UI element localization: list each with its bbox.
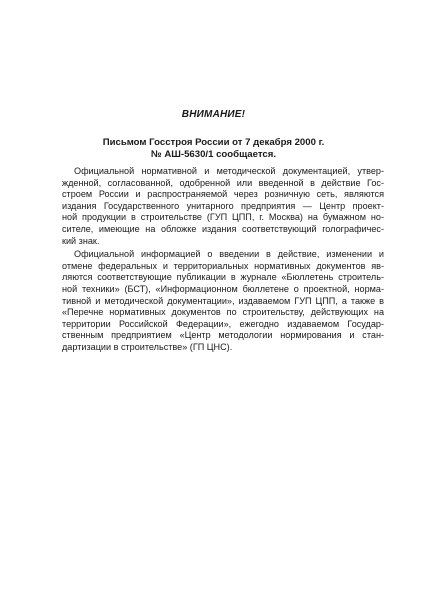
text-line: ляются соответствующие публикации в журнале «Бюллетень строитель- <box>62 272 384 283</box>
text-line: отмене федеральных и территориальных нормативных документов яв- <box>62 260 384 271</box>
text-line: жденной, согласованной, одобренной или введенной в действие Гос- <box>62 177 384 188</box>
subheading-line-2: № АШ-5630/1 сообщается. <box>150 149 277 160</box>
text-line: ной техники» (БСТ), «Информационном бюллетене о проектной, норма- <box>62 283 384 294</box>
text-line: дартизации в строительстве» (ГП ЦНС). <box>62 341 233 352</box>
text-line: тивной и методической документации», издаваемом ГУП ЦПП, а также в <box>62 295 384 306</box>
text-line: Официальной нормативной и методической документацией, утвер- <box>74 166 384 176</box>
text-line: сителе, имеющие на обложке издания соответствующий голографичес- <box>62 223 384 234</box>
text-line: ственным предприятием «Центр методологии нормирования и стан- <box>62 330 384 341</box>
text-line: Официальной информацией о введении в действие, изменении и <box>74 249 384 260</box>
text-line: территории Российской Федерации», ежегодно издаваемом Государ- <box>62 318 384 329</box>
text-line: кий знак. <box>62 235 100 246</box>
notice-body <box>62 166 384 356</box>
subheading-line-1: Письмом Госстроя России от 7 декабря 2000 г. <box>102 137 325 148</box>
text-line: ной продукции в строительстве (ГУП ЦПП, г. Москва) на бумажном но- <box>62 212 384 223</box>
text-line: «Перечне нормативных документов по строительству, действующих на <box>62 307 384 318</box>
paragraph-1 <box>62 166 384 247</box>
notice-heading: ВНИМАНИЕ! <box>181 109 246 120</box>
paragraph-2 <box>62 249 384 353</box>
notice-subheading <box>0 137 427 161</box>
text-line: строем России и распространяемой через розничную сеть, являются <box>62 189 384 200</box>
text-line: издания Государственного унитарного предприятия — Центр проект- <box>62 200 384 211</box>
